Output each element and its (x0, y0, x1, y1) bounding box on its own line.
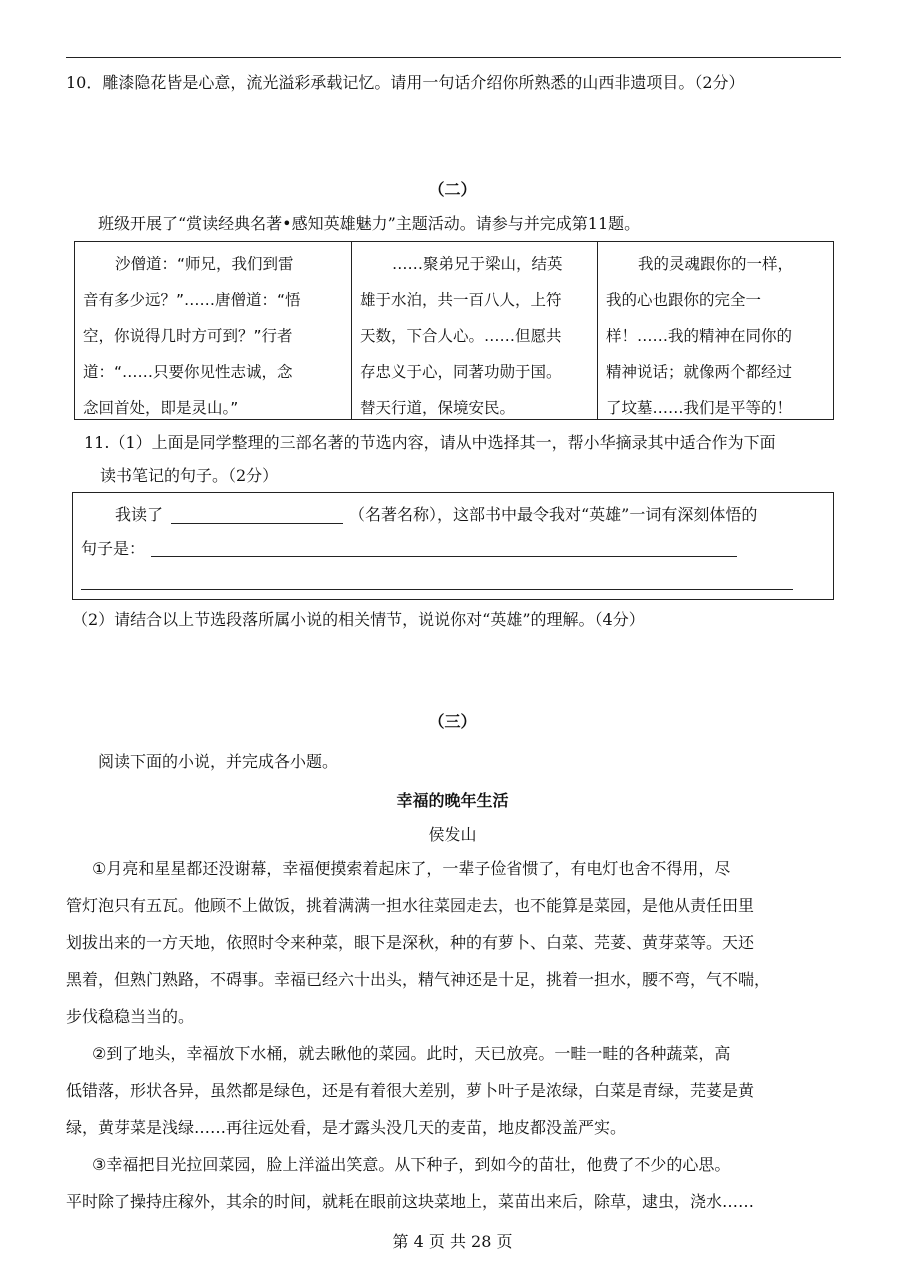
table-line: ……聚弟兄于梁山，结英 (392, 255, 563, 273)
paragraph-line: ③幸福把目光拉回菜园，脸上洋溢出笑意。从下种子，到如今的苗壮，他费了不少的心思。 (92, 1155, 731, 1174)
paragraph-line: 步伐稳稳当当的。 (66, 1007, 195, 1026)
section-2-intro: 班级开展了“赏读经典名著•感知英雄魅力”主题活动。请参与并完成第11题。 (98, 214, 641, 233)
table-line: 样！……我的精神在同你的 (606, 327, 793, 345)
story-paragraph-2 (66, 1035, 841, 1146)
table-line: 雄于水泊，共一百八人，上符 (360, 291, 562, 309)
table-line: 沙僧道：“师兄，我们到雷 (115, 255, 294, 273)
excerpt-jane-eyre (597, 242, 833, 419)
paragraph-line: ①月亮和星星都还没谢幕，幸福便摸索着起床了，一辈子俭省惯了，有电灯也舍不得用，尽 (92, 859, 731, 878)
paragraph-line: 黑着，但熟门熟路，不碍事。幸福已经六十出头，精气神还是十足，挑着一担水，腰不弯，气不喘， (66, 970, 771, 989)
question-11-2: （2）请结合以上节选段落所属小说的相关情节，说说你对“英雄”的理解。（4分） (72, 610, 645, 629)
question-11-1: 11.（1）上面是同学整理的三部名著的节选内容，请从中选择其一，帮小华摘录其中适合作为下面 (84, 433, 776, 452)
story-paragraph-3 (66, 1146, 841, 1220)
paragraph-line: 绿，黄芽菜是浅绿……再往远处看，是才露头没几天的麦苗，地皮都没盖严实。 (66, 1118, 627, 1137)
table-line: 空，你说得几时方可到？”行者 (83, 327, 293, 345)
section-3-intro: 阅读下面的小说，并完成各小题。 (98, 752, 339, 771)
story-paragraph-1 (66, 850, 841, 1035)
table-line: 我的心也跟你的完全一 (606, 291, 762, 309)
table-line: 道：“……只要你见性志诚，念 (83, 363, 293, 381)
table-line: 精神说话；就像两个都经过 (606, 363, 793, 381)
question-11-1-cont: 读书笔记的句子。（2分） (100, 466, 279, 485)
reading-note-box (72, 492, 834, 600)
table-line: 音有多少远？”……唐僧道：“悟 (83, 291, 301, 309)
section-3-heading: （三） (428, 712, 477, 731)
table-line: 存忠义于心，同著功勋于国。 (360, 363, 562, 381)
paragraph-line: ②到了地头，幸福放下水桶，就去瞅他的菜园。此时，天已放亮。一畦一畦的各种蔬菜，高 (92, 1044, 731, 1063)
table-line: 念回首处，即是灵山。” (83, 399, 239, 417)
paragraph-line: 平时除了操持庄稼外，其余的时间，就耗在眼前这块菜地上，菜苗出来后，除草，逮虫，浇水…… (66, 1192, 755, 1211)
table-line: 了坟墓……我们是平等的！ (606, 399, 793, 417)
excerpt-water-margin (351, 242, 597, 419)
note-prefix: 我读了 (115, 505, 164, 524)
note-middle: （名著名称），这部书中最令我对“英雄”一词有深刻体悟的 (349, 505, 758, 524)
note-sentence-label: 句子是： (81, 539, 146, 558)
page-footer: 第 4 页 共 28 页 (392, 1232, 513, 1251)
top-rule (66, 57, 841, 58)
sentence-blank-2[interactable] (81, 589, 793, 590)
excerpt-journey-west (75, 242, 351, 419)
paragraph-line: 低错落，形状各异，虽然都是绿色，还是有着很大差别，萝卜叶子是浓绿，白菜是青绿，芫荽是黄 (66, 1081, 755, 1100)
table-line: 替天行道，保境安民。 (360, 399, 516, 417)
table-line: 我的灵魂跟你的一样， (638, 255, 794, 273)
question-10: 10．雕漆隐花皆是心意，流光溢彩承载记忆。请用一句话介绍你所熟悉的山西非遗项目。（2分） (66, 73, 745, 92)
excerpt-table (74, 241, 834, 420)
sentence-blank-1[interactable] (151, 556, 737, 557)
paragraph-line: 管灯泡只有五瓦。他顾不上做饭，挑着满满一担水往菜园走去，也不能算是菜园，是他从责任田里 (66, 896, 755, 915)
book-name-blank[interactable] (171, 523, 343, 524)
story-title: 幸福的晚年生活 (396, 791, 509, 810)
story-author: 侯发山 (428, 825, 477, 844)
paragraph-line: 划拔出来的一方天地，依照时令来种菜，眼下是深秋，种的有萝卜、白菜、芫荽、黄芽菜等。天还 (66, 933, 755, 952)
table-line: 天数，下合人心。……但愿共 (360, 327, 562, 345)
section-2-heading: （二） (428, 180, 477, 199)
